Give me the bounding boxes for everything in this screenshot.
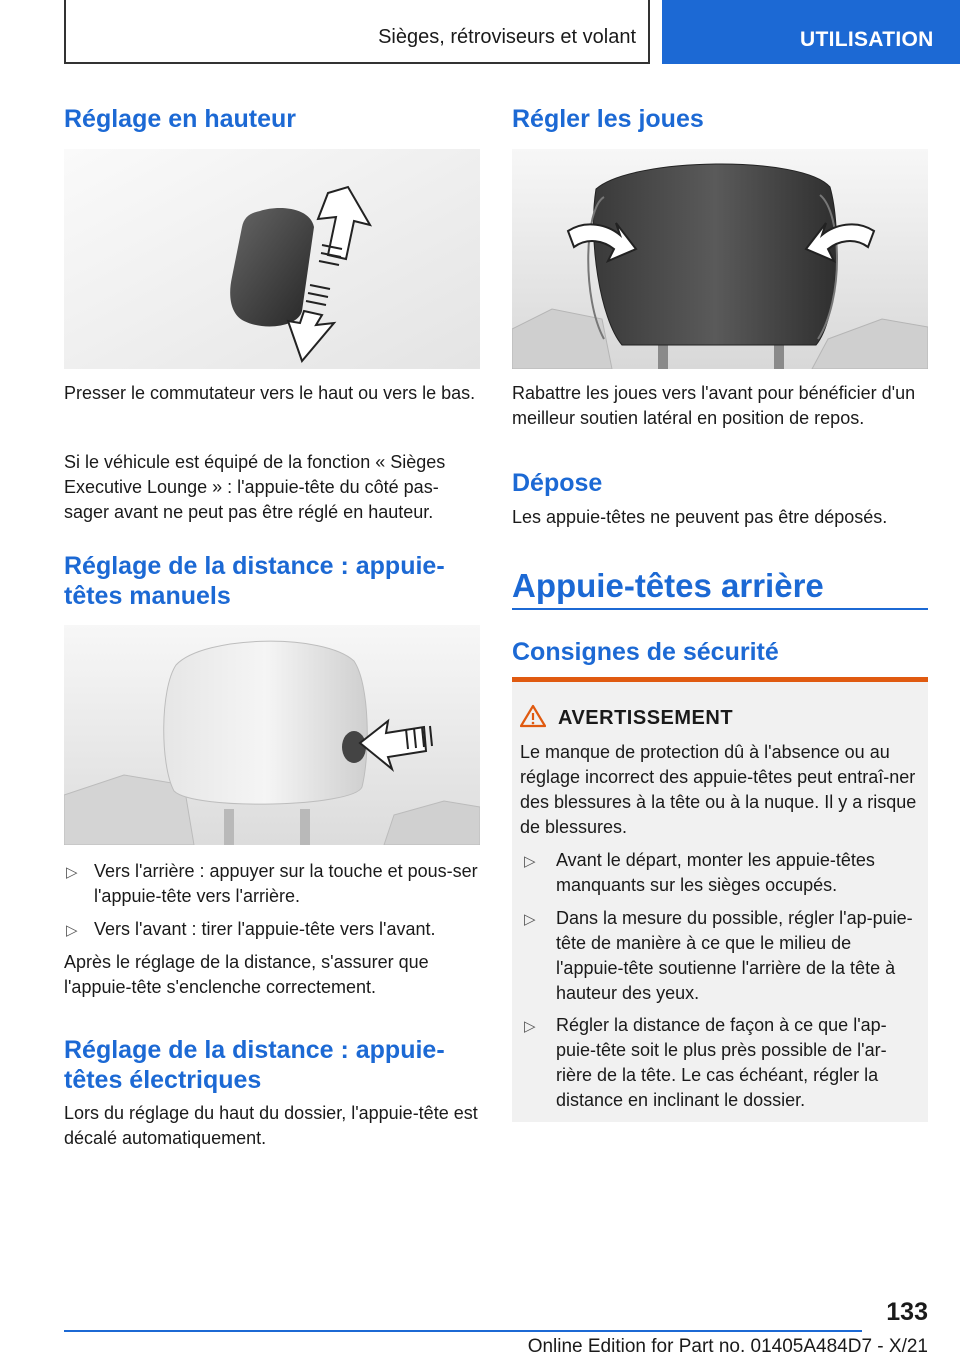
heading-distance-electriques: Réglage de la distance : appuie-têtes électriques [64,1036,445,1094]
bullet-triangle-icon: ▷ [524,853,536,870]
para-rabattre: Rabattre les joues vers l'avant pour bénéficier d'un meilleur soutien latéral en position de repos. [512,383,916,428]
list-item-avant [64,917,480,942]
headrest-shape [164,641,368,804]
bullet-triangle-icon: ▷ [66,864,78,881]
heading-appuie-tetes-arriere: Appuie-têtes arrière [512,567,824,604]
bullet-triangle-icon: ▷ [524,911,536,928]
page-header [64,0,650,64]
page-number: 133 [886,1298,928,1326]
heading-reglage-hauteur: Réglage en hauteur [64,105,296,133]
heading-regler-joues: Régler les joues [512,105,704,133]
figure-headrest-cheeks [512,149,928,369]
para-depose: Les appuie-têtes ne peuvent pas être déposés. [512,507,888,527]
header-section-title: Sièges, rétroviseurs et volant [378,26,636,48]
warning-title: AVERTISSEMENT [558,707,734,729]
headrest-dark-shape [594,164,837,345]
heading-rule [512,608,928,610]
figure-height-switch [64,149,480,369]
warning-text: Le manque de protection dû à l'absence ou au réglage incorrect des appuie-têtes peut entraî-ner des blessures à la tête ou à la nuque. Il y a risque de blessures. [520,742,917,837]
footer-edition: Online Edition for Part no. 01405A484D7 - X/21 [527,1336,928,1357]
list-item-arriere [64,859,480,909]
footer-rule [64,1330,862,1332]
list-item-text: Vers l'arrière : appuyer sur la touche et pous-ser l'appuie-tête vers l'arrière. [94,861,478,906]
warning-list-item-text: Régler la distance de façon à ce que l'ap-puie-tête soit le plus près possible de l'ar-rière de la tête. Le cas échéant, régler la distance en inclinant le dossier. [556,1015,887,1110]
header-chapter-tab: UTILISATION [662,0,960,64]
warning-box [512,677,928,1122]
warning-triangle-icon [520,704,546,728]
heading-consignes-securite: Consignes de sécurité [512,638,779,666]
list-item-text: Vers l'avant : tirer l'appuie-tête vers l'avant. [94,919,436,939]
para-lors: Lors du réglage du haut du dossier, l'appuie-tête est décalé automatiquement. [64,1103,478,1148]
heading-distance-manuels: Réglage de la distance : appuie-têtes manuels [64,552,445,610]
figure-manual-headrest [64,625,480,845]
warning-list-item-text: Avant le départ, monter les appuie-têtes manquants sur les sièges occupés. [556,850,875,895]
bullet-triangle-icon: ▷ [524,1018,536,1035]
warning-list-item [522,906,918,1006]
para-presser: Presser le commutateur vers le haut ou vers le bas. [64,383,476,403]
heading-depose: Dépose [512,469,603,497]
para-apres: Après le réglage de la distance, s'assurer que l'appuie-tête s'enclenche correctement. [64,952,429,997]
warning-list-item-text: Dans la mesure du possible, régler l'ap-puie-tête de manière à ce que le milieu de l'appuie-tête soutienne l'arrière de la tête à hauteur des yeux. [556,908,913,1003]
warning-list-item [522,1013,918,1113]
warning-list-item [522,848,918,898]
bullet-triangle-icon: ▷ [66,922,78,939]
seat-switch-shape [230,208,314,326]
release-button-shape [342,731,366,763]
para-executive-lounge: Si le véhicule est équipé de la fonction « Sièges Executive Lounge » : l'appuie-tête du côté pas-sager avant ne peut pas être réglé en hauteur. [64,452,446,522]
